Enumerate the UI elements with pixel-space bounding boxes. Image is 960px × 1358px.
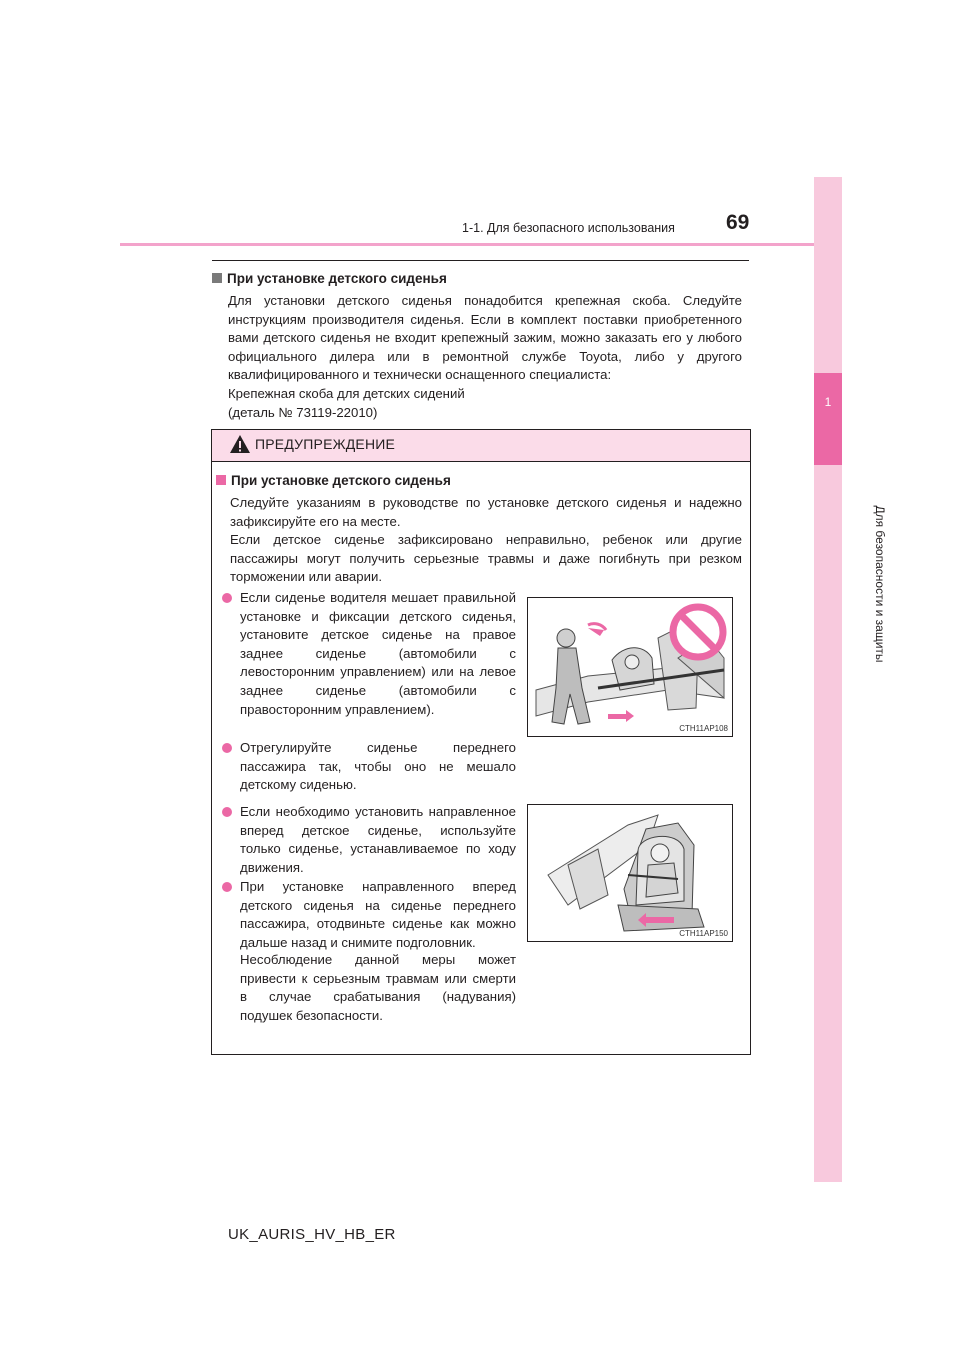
warning-box — [211, 429, 751, 1055]
square-bullet-icon — [212, 273, 222, 283]
pink-dot-icon — [222, 743, 232, 753]
warning-paragraph-1: Следуйте указаниям в руководстве по установке детского сиденья и надежно зафиксируйте его на месте. — [230, 495, 742, 529]
part-name: Крепежная скоба для детских сидений — [228, 386, 465, 401]
illustration-driver-seat-icon — [528, 598, 732, 736]
pink-dot-icon — [222, 593, 232, 603]
warning-heading-text: При установке детского сиденья — [231, 473, 451, 488]
warning-header — [212, 430, 750, 462]
warning-bullet: Если сиденье водителя мешает правильной установке и фиксации детского сиденья, установите детское сиденье на правое заднее сиденье (автомобили с левосторонним управлением) или на левое заднее сиденье (автомобили с правосторонним управлением). — [222, 589, 516, 719]
side-tab-label: Для безопасности и защиты — [873, 505, 887, 663]
pink-square-bullet-icon — [216, 475, 226, 485]
pink-dot-icon — [222, 882, 232, 892]
warning-bullet: При установке направленного вперед детского сиденья на сиденье переднего пассажира, отодвиньте сиденье как можно дальше назад и снимите подголовник. — [222, 878, 516, 952]
section-heading — [212, 271, 447, 286]
figure-forward-child-seat — [527, 804, 733, 942]
page-number: 69 — [726, 211, 750, 234]
part-number-block — [228, 385, 742, 422]
warning-bullet: Если необходимо установить направленное вперед детское сиденье, используйте только сиденье, устанавливаемое по ходу движения. — [222, 803, 516, 877]
warning-paragraph-2: Если детское сиденье зафиксировано неправильно, ребенок или другие пассажиры могут получить серьезные травмы и даже погибнуть при резком торможении или аварии. — [230, 532, 742, 585]
figure-code: CTH11AP108 — [679, 724, 728, 733]
section-top-rule — [212, 260, 749, 261]
warning-bullet-continuation: Несоблюдение данной меры может привести к серьезным травмам или смерти в случае срабатывания (надувания) подушек безопасности. — [240, 952, 516, 1023]
warning-heading — [216, 473, 451, 488]
figure-code: CTH11AP150 — [679, 929, 728, 938]
figure-driver-seat-conflict — [527, 597, 733, 737]
side-tab-chapter-number[interactable] — [814, 373, 842, 465]
side-tab-number-label: 1 — [824, 395, 832, 409]
header-rule — [120, 243, 814, 246]
part-number: (деталь № 73119-22010) — [228, 404, 378, 420]
warning-bullet: Отрегулируйте сиденье переднего пассажира так, чтобы оно не мешало детскому сиденью. — [222, 739, 516, 795]
section-heading-text: При установке детского сиденья — [227, 271, 447, 286]
section-intro-paragraph: Для установки детского сиденья понадобится крепежная скоба. Следуйте инструкциям производителя сиденья. Если в комплект поставки приобретенного вами детского сиденья не входит крепежный зажим, можно заказать его у любого официального дилера или в ремонтной службе Toyota, либо у другого квалифицированного и технически оснащенного специалиста: — [228, 293, 742, 383]
footer-model-code: UK_AURIS_HV_HB_ER — [228, 1226, 396, 1243]
warning-title: ПРЕДУПРЕЖДЕНИЕ — [255, 436, 396, 452]
chapter-title: 1-1. Для безопасного использования — [462, 221, 675, 235]
warning-triangle-icon — [229, 434, 251, 454]
side-tab — [814, 177, 842, 1182]
illustration-forward-child-seat-icon — [528, 805, 732, 941]
pink-dot-icon — [222, 807, 232, 817]
